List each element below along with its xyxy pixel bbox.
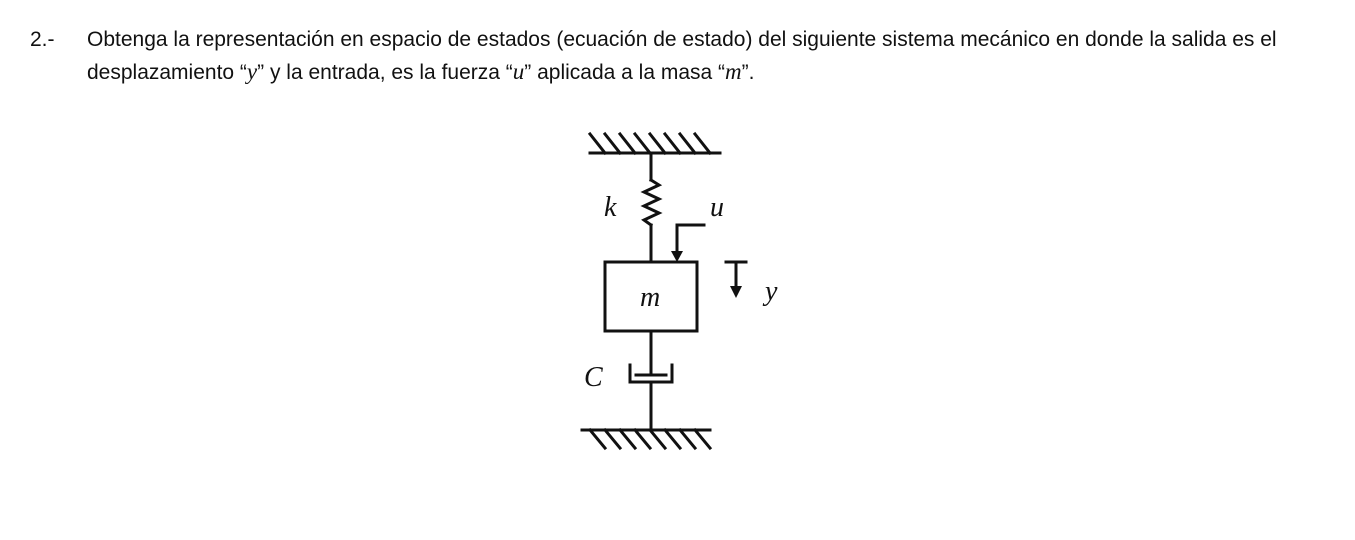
displacement-arrow xyxy=(726,262,746,287)
variable-m: m xyxy=(725,59,742,84)
damper xyxy=(630,331,672,430)
top-ground xyxy=(590,134,720,153)
spring xyxy=(644,153,659,262)
problem-number: 2.- xyxy=(30,28,55,51)
problem-line2-part2: ” y la entrada, es la fuerza “ xyxy=(257,61,513,84)
problem-line2-part3: ” aplicada a la masa “ xyxy=(524,61,726,84)
force-arrowhead xyxy=(671,251,683,262)
damper-label: C xyxy=(584,362,603,393)
problem-statement xyxy=(30,24,1340,89)
output-label: y xyxy=(765,276,778,307)
problem-line2-part1: desplazamiento “ xyxy=(87,61,247,84)
problem-line2-part4: ”. xyxy=(741,61,755,84)
problem-line1: Obtenga la representación en espacio de estados (ecuación de estado) del siguiente sistema mecánico en donde la salida es el xyxy=(87,28,1277,51)
mechanical-system-diagram xyxy=(560,120,820,465)
variable-y: y xyxy=(246,59,258,84)
spring-label: k xyxy=(604,192,617,223)
problem-text xyxy=(87,24,1340,89)
displacement-arrowhead xyxy=(730,286,742,298)
diagram-svg xyxy=(560,120,820,460)
input-label: u xyxy=(710,192,724,223)
variable-u: u xyxy=(512,59,525,84)
mass-label: m xyxy=(640,282,661,313)
force-arrow xyxy=(677,225,704,252)
bottom-ground xyxy=(582,430,710,448)
